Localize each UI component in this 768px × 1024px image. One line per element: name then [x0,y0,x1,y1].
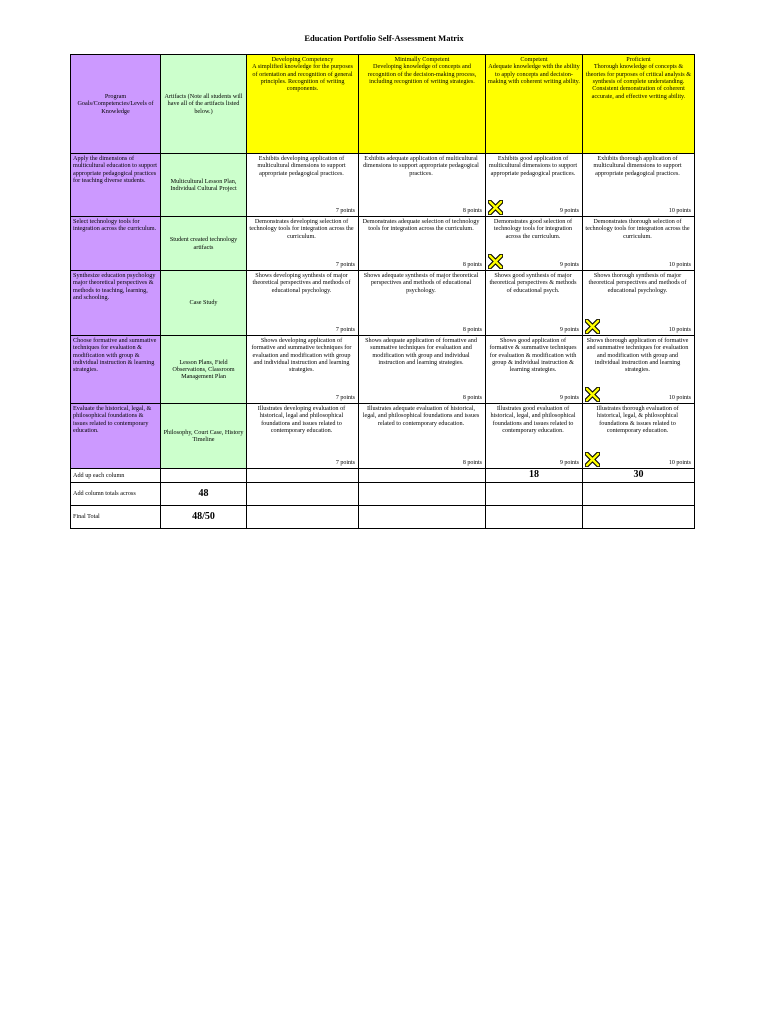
level-cell-points: 7 points [335,326,355,333]
level-cell-text: Shows developing application of formative and summative techniques for evaluation and modification with group and individual instruction and learning strategies. [251,337,352,374]
empty-cell [486,483,583,506]
level-cell-text: Shows thorough synthesis of major theoretical perspectives and methods of educational psychology. [588,272,687,294]
level-cell-text: Illustrates good evaluation of historical, legal, and philosophical foundations and issues related to contemporary education. [490,405,576,434]
header-level-minimally-competent [359,55,486,154]
level-cell-text: Illustrates thorough evaluation of historical, legal, & philosophical foundations & issues related to contemporary education. [596,405,679,434]
level-cell-points: 7 points [335,394,355,401]
level-cell[interactable] [247,154,359,217]
level-cell[interactable] [486,154,583,217]
add-across-row [71,483,695,506]
criterion-row [71,404,695,469]
artifact-cell [161,217,247,271]
header-level-proficient [583,55,695,154]
goal-text: Synthesize education psychology major theoretical perspectives & methods to teaching, learning, and schooling. [73,272,156,301]
header-artifacts [161,55,247,154]
x-checkmark-icon [585,319,600,334]
add-up-artifact-cell [161,469,247,483]
artifact-cell [161,404,247,469]
level-cell-text: Shows good application of formative & summative techniques for evaluation & modification with group & individual instruction & learning strategies. [489,337,577,374]
level-cell-points: 9 points [559,207,579,214]
level-cell[interactable] [359,217,486,271]
level-cell-points: 9 points [559,459,579,466]
level-cell[interactable] [583,271,695,336]
goal-cell [71,217,161,271]
add-up-row [71,469,695,483]
level-cell-text: Shows adequate synthesis of major theoretical perspectives and methods of educational psychology. [363,272,479,294]
sum-developing [247,469,359,483]
criterion-row [71,217,695,271]
final-total-value: 48/50 [192,511,215,523]
add-across-value-cell [161,483,247,506]
header-artifacts-text: Artifacts (Note all students will have all of the artifacts listed below.) [164,93,243,115]
goal-text: Choose formative and summative techniques for evaluation & modification with group & individual instruction & learning strategies. [73,337,157,374]
level-cell[interactable] [247,217,359,271]
x-checkmark-icon [585,387,600,402]
level-name: Minimally Competent [394,56,450,63]
empty-cell [583,506,695,529]
level-cell[interactable] [486,336,583,404]
empty-cell [583,483,695,506]
level-cell[interactable] [359,336,486,404]
level-cell-points: 10 points [668,207,691,214]
goal-cell [71,271,161,336]
level-cell-text: Shows good synthesis of major theoretical perspectives & methods of educational psych. [489,272,577,294]
level-cell-text: Demonstrates developing selection of technology tools for integration across the curriculum. [249,218,354,240]
level-cell[interactable] [583,217,695,271]
self-assessment-matrix [70,54,695,529]
level-cell[interactable] [486,217,583,271]
level-name: Proficient [626,56,651,63]
level-cell-text: Exhibits thorough application of multicultural dimensions to support appropriate pedagogical practices. [593,155,682,177]
level-desc: A simplified knowledge for the purposes of orientation and recognition of general principles. Recognition of writing components. [252,63,353,93]
artifact-text: Multicultural Lesson Plan, Individual Cultural Project [170,177,237,192]
goal-cell [71,154,161,217]
level-cell-text: Illustrates developing evaluation of historical, legal and philosophical foundations and issues related to contemporary education. [257,405,346,434]
level-cell-text: Demonstrates adequate selection of technology tools for integration across the curriculum. [362,218,480,233]
level-cell-points: 9 points [559,326,579,333]
header-level-competent [486,55,583,154]
empty-cell [247,483,359,506]
level-cell-points: 8 points [462,394,482,401]
level-cell[interactable] [359,154,486,217]
final-total-label: Final Total [71,506,161,529]
level-cell-text: Shows thorough application of formative and summative techniques for evaluation and modification with group and individual instruction and learning strategies. [586,337,689,374]
level-cell-text: Exhibits developing application of multicultural dimensions to support appropriate pedagogical practices. [257,155,346,177]
level-cell-text: Demonstrates thorough selection of technology tools for integration across the curriculum. [585,218,690,240]
goal-cell [71,404,161,469]
level-cell-points: 10 points [668,261,691,268]
x-checkmark-icon [488,200,503,215]
sum-proficient: 30 [583,469,695,483]
empty-cell [486,506,583,529]
empty-cell [359,483,486,506]
level-cell[interactable] [486,404,583,469]
level-cell-points: 9 points [559,394,579,401]
level-cell[interactable] [486,271,583,336]
empty-cell [359,506,486,529]
level-cell[interactable] [583,336,695,404]
level-cell-text: Exhibits adequate application of multicultural dimensions to support appropriate pedagogical practices. [363,155,479,177]
artifact-text: Lesson Plans, Field Observations, Classroom Management Plan [172,358,235,381]
level-cell[interactable] [247,404,359,469]
level-cell[interactable] [359,404,486,469]
header-level-developing [247,55,359,154]
level-cell-points: 9 points [559,261,579,268]
level-cell[interactable] [583,154,695,217]
level-cell-points: 7 points [335,207,355,214]
level-name: Competent [520,56,548,63]
goal-text: Select technology tools for integration across the curriculum. [73,218,157,233]
artifact-cell [161,271,247,336]
level-cell-points: 7 points [335,261,355,268]
level-cell-text: Illustrates adequate evaluation of historical, legal, and philosophical foundations and issues related to contemporary education. [362,405,480,427]
page-title: Education Portfolio Self-Assessment Matrix [304,33,464,43]
level-cell-text: Shows developing synthesis of major theoretical perspectives and methods of educational psychology. [252,272,351,294]
level-cell[interactable] [247,336,359,404]
level-desc: Developing knowledge of concepts and recognition of the decision-making process, including recognition of writing strategies. [367,63,477,85]
goal-text: Apply the dimensions of multicultural education to support appropriate pedagogical practices for teaching diverse students. [73,155,158,184]
level-cell[interactable] [359,271,486,336]
header-goal [71,55,161,154]
level-cell[interactable] [583,404,695,469]
x-checkmark-icon [488,254,503,269]
artifact-cell [161,336,247,404]
add-across-value: 48 [198,488,209,500]
level-cell-text: Exhibits good application of multicultural dimensions to support appropriate pedagogical practices. [488,155,578,177]
level-cell-points: 10 points [668,326,691,333]
artifact-text: Philosophy, Court Case, History Timeline [163,428,244,443]
add-up-label: Add up each column [71,469,161,483]
goal-text: Evaluate the historical, legal, & philosophical foundations & issues related to contemporary education. [73,405,152,434]
sum-minimally-competent [359,469,486,483]
criterion-row [71,154,695,217]
level-cell[interactable] [247,271,359,336]
artifact-cell [161,154,247,217]
level-cell-points: 8 points [462,207,482,214]
level-cell-text: Shows adequate application of formative and summative techniques for evaluation and modification with group and individual instruction and learning strategies. [365,337,477,366]
artifact-text: Student created technology artifacts [169,236,238,251]
level-cell-points: 7 points [335,459,355,466]
add-across-label: Add column totals across [71,483,161,506]
criterion-row [71,271,695,336]
level-cell-points: 8 points [462,261,482,268]
sum-competent: 18 [486,469,583,483]
level-cell-points: 8 points [462,326,482,333]
level-cell-points: 8 points [462,459,482,466]
level-cell-points: 10 points [668,394,691,401]
header-goal-text: Program Goals/Competencies/Levels of Knowledge [77,93,154,115]
level-cell-points: 10 points [668,459,691,466]
level-desc: Adequate knowledge with the ability to apply concepts and decision-making with coherent writing ability. [488,63,580,85]
artifact-text: Case Study [189,299,218,307]
level-cell-text: Demonstrates good selection of technology tools for integration across the curriculum. [493,218,573,240]
final-total-row [71,506,695,529]
level-desc: Thorough knowledge of concepts & theories for purposes of critical analysis & synthesis of complete understanding. Consistent demonstration of coherent accurate, and effective writing ability. [585,63,692,100]
header-row [71,55,695,154]
final-total-value-cell [161,506,247,529]
level-name: Developing Competency [271,56,334,63]
empty-cell [247,506,359,529]
goal-cell [71,336,161,404]
x-checkmark-icon [585,452,600,467]
criterion-row [71,336,695,404]
